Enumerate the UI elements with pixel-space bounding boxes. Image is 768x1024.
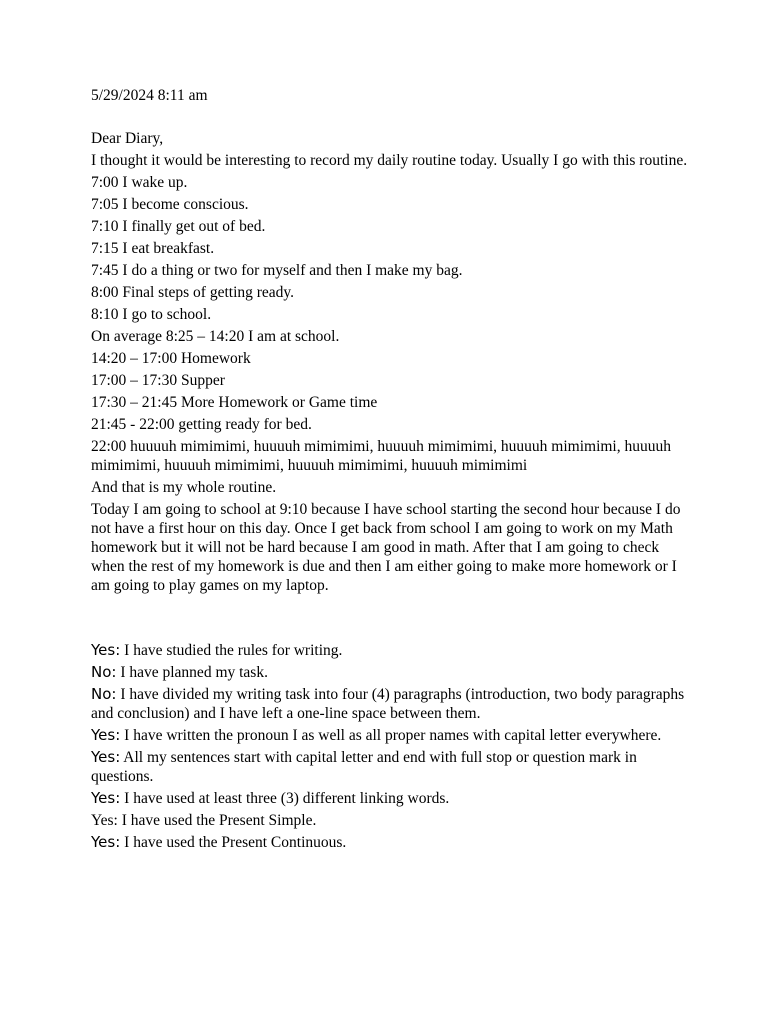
checklist-item [91,641,691,660]
routine-line: 7:00 I wake up. [91,174,188,191]
checklist-answer: Yes: [91,641,121,659]
checklist-answer: Yes: [91,726,121,744]
routine-line: 8:00 Final steps of getting ready. [91,284,295,301]
checklist-item [91,811,691,830]
routine-line: 14:20 – 17:00 Homework [91,350,251,367]
diary-intro: I thought it would be interesting to record my daily routine today. Usually I go with this routine. [91,152,688,169]
checklist-text: I have planned my task. [116,664,268,681]
checklist-item [91,726,691,745]
writing-checklist [91,641,691,852]
routine-line: On average 8:25 – 14:20 I am at school. [91,328,340,345]
diary-greeting: Dear Diary, [91,130,164,147]
routine-line: 8:10 I go to school. [91,306,212,323]
checklist-text: I have written the pronoun I as well as all proper names with capital letter everywhere. [120,727,662,744]
checklist-text: I have used the Present Continuous. [120,834,347,851]
checklist-item [91,748,691,786]
blank-line [91,105,691,129]
diary-date: 5/29/2024 8:11 am [91,87,208,104]
checklist-answer: No: [91,663,117,681]
checklist-item [91,789,691,808]
checklist-answer: Yes: [91,812,118,829]
routine-line: 22:00 huuuuh mimimimi, huuuuh mimimimi, huuuuh mimimimi, huuuuh mimimimi, huuuuh mimimimi, huuuuh mimimimi, huuuuh mimimimi, huuuuh mimimimi [91,438,671,474]
checklist-text: I have studied the rules for writing. [120,642,343,659]
routine-line: 7:10 I finally get out of bed. [91,218,266,235]
diary-closing: And that is my whole routine. [91,479,277,496]
routine-line: 7:15 I eat breakfast. [91,240,215,257]
checklist-item [91,663,691,682]
routine-line: 17:00 – 17:30 Supper [91,372,225,389]
checklist-text: All my sentences start with capital letter and end with full stop or question mark in questions. [91,749,637,785]
checklist-item [91,833,691,852]
diary-today-paragraph: Today I am going to school at 9:10 because I have school starting the second hour because I do not have a first hour on this day. Once I get back from school I am going to work on my Math homework but it will not be hard because I am good in math. After that I am going to check when the rest of my homework is due and then I am either going to make more homework or I am going to play games on my laptop. [91,501,681,594]
checklist-answer: Yes: [91,748,121,766]
checklist-answer: No: [91,685,117,703]
routine-line: 17:30 – 21:45 More Homework or Game time [91,394,378,411]
routine-line: 21:45 - 22:00 getting ready for bed. [91,416,312,433]
checklist-text: I have used the Present Simple. [117,812,317,829]
checklist-answer: Yes: [91,789,121,807]
checklist-text: I have used at least three (3) different linking words. [120,790,450,807]
checklist-item [91,685,691,723]
blank-space [91,598,691,641]
document-page [91,86,691,855]
checklist-text: I have divided my writing task into four (4) paragraphs (introduction, two body paragraphs and conclusion) and I have left a one-line space between them. [91,686,685,722]
checklist-answer: Yes: [91,833,121,851]
routine-line: 7:05 I become conscious. [91,196,249,213]
routine-line: 7:45 I do a thing or two for myself and then I make my bag. [91,262,463,279]
